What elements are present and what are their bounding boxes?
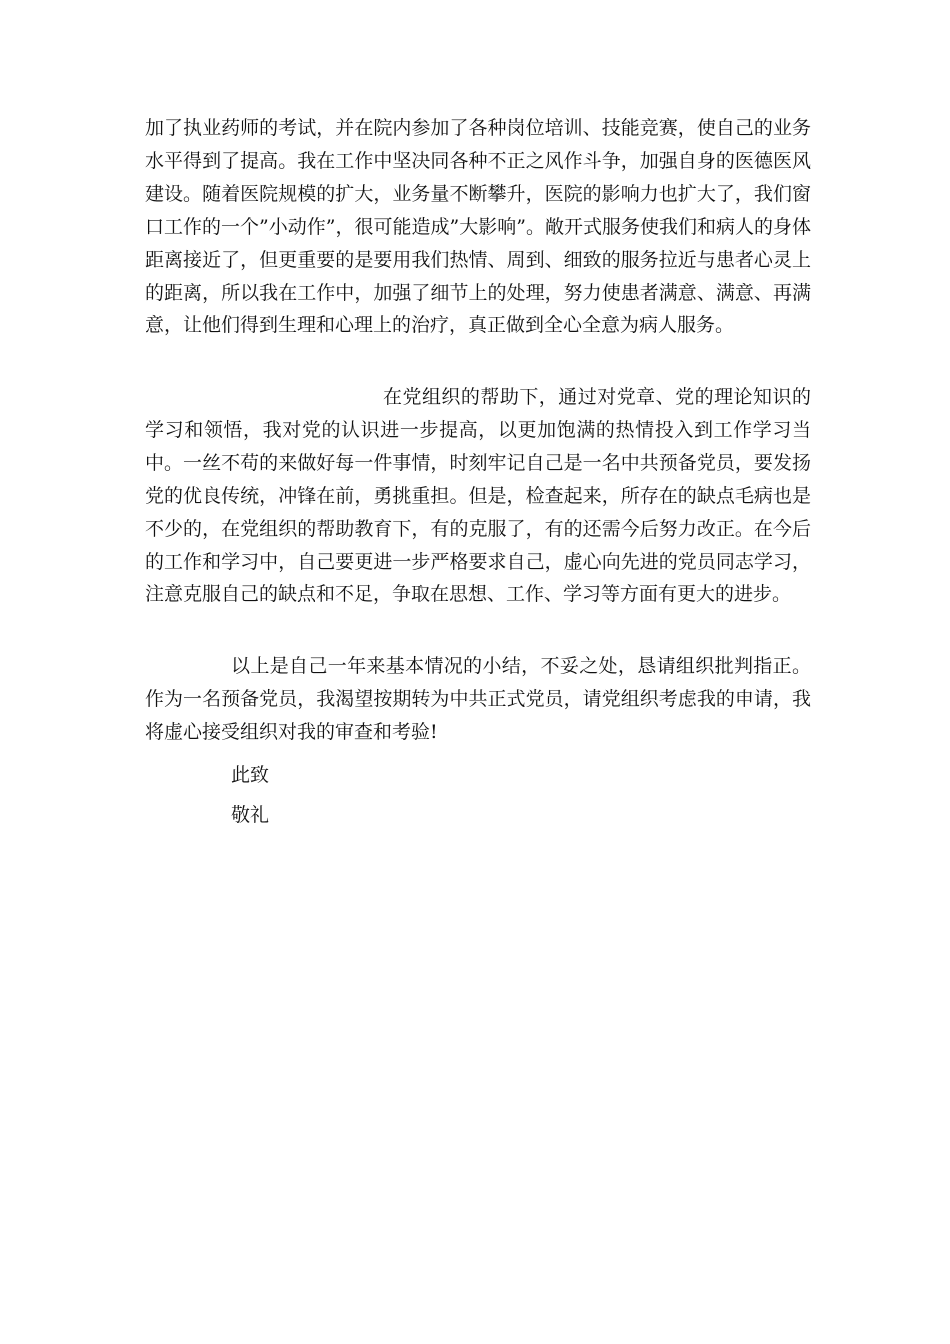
body-paragraph-2: 在党组织的帮助下，通过对党章、党的理论知识的学习和领悟，我对党的认识进一步提高，以更加饱满的热情投入到工作学习当中。一丝不苟的来做好每一件事情，时刻牢记自己是一名中共预备党员，要发扬党的优良传统，冲锋在前，勇挑重担。但是，检查起来，所存在的缺点毛病也是不少的，在党组织的帮助教育下，有的克服了，有的还需今后努力改正。在今后的工作和学习中，自己要更进一步严格要求自己，虚心向先进的党员同志学习，注意克服自己的缺点和不足，争取在思想、工作、学习等方面有更大的进步。 (145, 386, 811, 606)
closing-salutation: 此致 (231, 764, 270, 786)
body-paragraph-1: 加了执业药师的考试，并在院内参加了各种岗位培训、技能竞赛，使自己的业务水平得到了提高。我在工作中坚决同各种不正之风作斗争，加强自身的医德医风建设。随着医院规模的扩大，业务量不断攀升，医院的影响力也扩大了，我们窗口工作的一个”小动作”，很可能造成”大影响”。敞开式服务使我们和病人的身体距离接近了，但更重要的是要用我们热情、周到、细致的服务拉近与患者心灵上的距离，所以我在工作中，加强了细节上的处理，努力使患者满意、满意、再满意，让他们得到生理和心理上的治疗，真正做到全心全意为病人服务。 (145, 117, 811, 337)
body-paragraph-3: 以上是自己一年来基本情况的小结，不妥之处，恳请组织批判指正。作为一名预备党员，我渴望按期转为中共正式党员，请党组织考虑我的申请，我将虚心接受组织对我的审查和考验! (145, 655, 811, 743)
closing-regards: 敬礼 (231, 804, 270, 826)
